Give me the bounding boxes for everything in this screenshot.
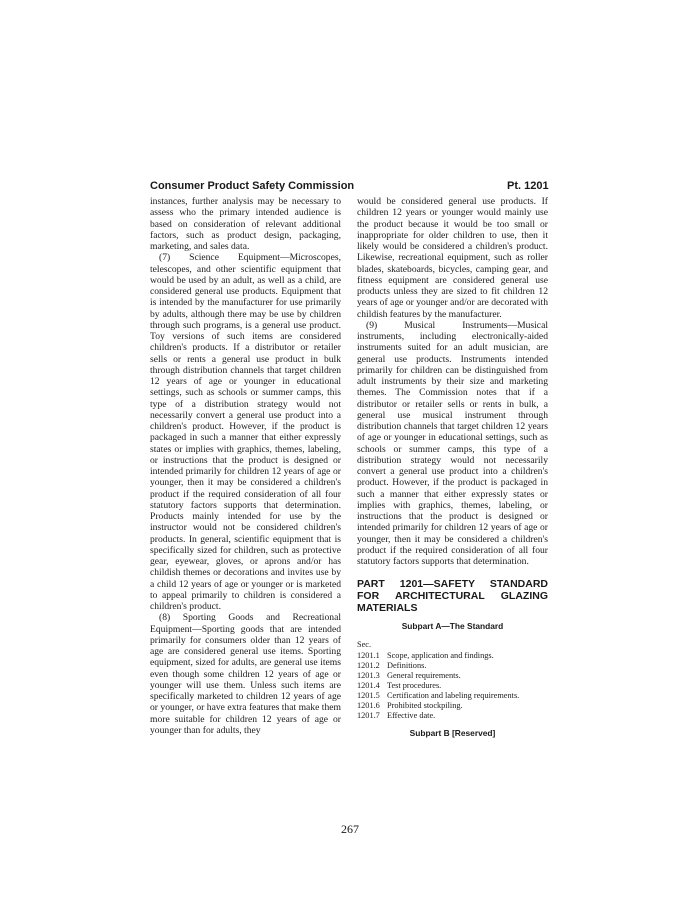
toc-row [357,701,548,711]
toc-section-number: 1201.5 [357,691,380,701]
toc-row [357,661,548,671]
left-column [150,196,341,736]
toc-section-title: Prohibited stockpiling. [387,701,463,711]
toc-section-number: 1201.7 [357,711,380,721]
subpart-b-heading: Subpart B [Reserved] [409,728,496,739]
toc-row [357,691,548,701]
toc-row [357,711,548,721]
paragraph: would be considered general use products. If children 12 years or younger would mainly use the product because it would be too small or inappropriate for older children to use, then it likely would be considered a children's product. Likewise, recreational equipment, such as roller blades, skateboards, bicycles, camping gear, and fitness equipment are considered general use products unless they are sized to fit children 12 years of age or younger and/or are decorated with childish features by the manufacturer. [357,196,548,320]
toc-section-title: Certification and labeling requirements. [387,691,520,701]
section-label: Sec. [357,639,372,649]
toc-section-number: 1201.2 [357,660,380,670]
table-of-contents [357,651,548,722]
subpart-a-heading: Subpart A—The Standard [401,621,504,632]
part-heading: PART 1201—SAFETY STANDARD FOR ARCHITECTURAL GLAZING MATERIALS [357,578,548,615]
toc-section-number: 1201.4 [357,681,380,691]
toc-section-title: Definitions. [387,660,427,670]
paragraph-sporting-goods: (8) Sporting Goods and Recreational Equipment—Sporting goods that are intended primarily for consumers older than 12 years of age are considered general use items. Sporting equipment, sized for adults, are general use items even though some children 12 years of age or younger will use them. Unless such items are specifically marketed to children 12 years of age or younger, or have extra features that make them more suitable for children 12 years of age or younger than for adults, they [150,612,341,736]
toc-row [357,651,548,661]
toc-section-title: Scope, application and findings. [387,650,494,660]
page-number: 267 [341,822,359,836]
toc-row [357,681,548,691]
paragraph: instances, further analysis may be necessary to assess who the primary intended audience is based on consideration of relevant additional factors, such as product design, packaging, marketing, and sales data. [150,196,341,252]
paragraph-science-equipment: (7) Science Equipment—Microscopes, telescopes, and other scientific equipment that would be used by an adult, as well as a child, are considered general use products. Equipment that is intended by the manufacturer for use primarily by adults, although there may be use by children through such programs, is a general use product. Toy versions of such items are considered children's products. If a distributor or retailer sells or rents a general use product in bulk through distribution channels that target children 12 years of age or younger in educational settings, such as schools or summer camps, this type of a distribution strategy would not necessarily convert a general use product into a children's product. However, if the product is packaged in such a manner that either expressly states or implies with graphics, themes, labeling, or instructions that the product is designed or intended primarily for children 12 years of age or younger, then it may be considered a children's product if the required consideration of all four statutory factors supports that determination. Products mainly intended for use by the instructor would not be considered children's products. In general, scientific equipment that is specifically sized for children, such as protective gear, eyewear, gloves, or aprons and/or has childish themes or decorations and invites use by a child 12 years of age or younger or is marketed to appeal primarily to children is considered a children's product. [150,252,341,612]
right-column [357,196,548,746]
toc-section-number: 1201.6 [357,701,380,711]
toc-section-number: 1201.3 [357,670,380,680]
toc-section-title: Effective date. [387,711,436,721]
toc-section-title: General requirements. [387,670,461,680]
running-header-title: Consumer Product Safety Commission [150,180,355,192]
toc-row [357,671,548,681]
running-header-part: Pt. 1201 [507,180,549,192]
toc-section-number: 1201.1 [357,650,380,660]
toc-section-title: Test procedures. [387,681,442,691]
paragraph-musical-instruments: (9) Musical Instruments—Musical instruments, including electronically-aided instruments suited for an adult musician, are general use products. Instruments intended primarily for children can be distinguished from adult instruments by their size and marketing themes. The Commission notes that if a distributor or retailer sells or rents in bulk, a general use musical instrument through distribution channels that target children 12 years of age or younger in educational settings, such as schools or summer camps, this type of a distribution strategy would not necessarily convert a general use product into a children's product. However, if the product is packaged in such a manner that either expressly states or implies with graphics, themes, labeling, or instructions that the product is designed or intended primarily for children 12 years of age or younger, then it may be considered a children's product if the required consideration of all four statutory factors supports that determination. [357,319,548,567]
